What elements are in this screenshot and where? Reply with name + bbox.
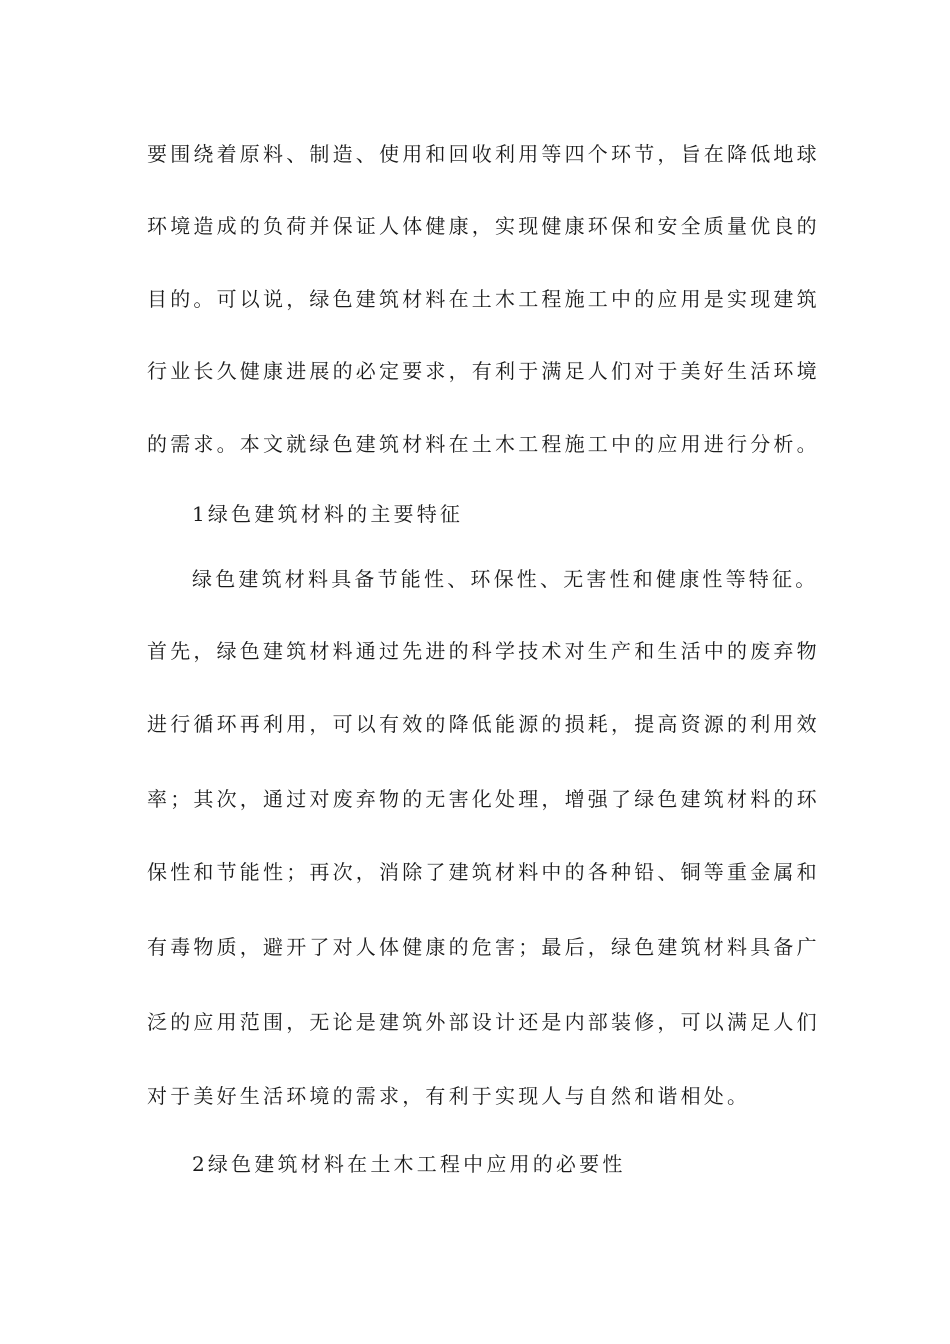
- paragraph-line: 进行循环再利用，可以有效的降低能源的损耗，提高资源的利用效: [147, 712, 820, 736]
- paragraph-line: 绿色建筑材料具备节能性、环保性、无害性和健康性等特征。: [192, 567, 819, 591]
- paragraph-line: 有毒物质，避开了对人体健康的危害；最后，绿色建筑材料具备广: [147, 935, 820, 959]
- paragraph-line: 的需求。本文就绿色建筑材料在土木工程施工中的应用进行分析。: [147, 432, 820, 456]
- paragraph-line: 保性和节能性；再次，消除了建筑材料中的各种铅、铜等重金属和: [147, 860, 820, 884]
- paragraph-line: 泛的应用范围，无论是建筑外部设计还是内部装修，可以满足人们: [147, 1010, 820, 1034]
- section-heading-1: 1绿色建筑材料的主要特征: [192, 502, 464, 526]
- paragraph-line: 目的。可以说，绿色建筑材料在土木工程施工中的应用是实现建筑: [147, 287, 820, 311]
- paragraph-line: 行业长久健康进展的必定要求，有利于满足人们对于美好生活环境: [147, 359, 820, 383]
- paragraph-line: 对于美好生活环境的需求，有利于实现人与自然和谐相处。: [147, 1084, 751, 1108]
- paragraph-line: 率；其次，通过对废弃物的无害化处理，增强了绿色建筑材料的环: [147, 787, 820, 811]
- paragraph-line: 首先，绿色建筑材料通过先进的科学技术对生产和生活中的废弃物: [147, 639, 820, 663]
- paragraph-line: 环境造成的负荷并保证人体健康，实现健康环保和安全质量优良的: [147, 214, 820, 238]
- section-heading-2: 2绿色建筑材料在土木工程中应用的必要性: [192, 1152, 626, 1176]
- paragraph-line: 要围绕着原料、制造、使用和回收利用等四个环节，旨在降低地球: [147, 142, 820, 166]
